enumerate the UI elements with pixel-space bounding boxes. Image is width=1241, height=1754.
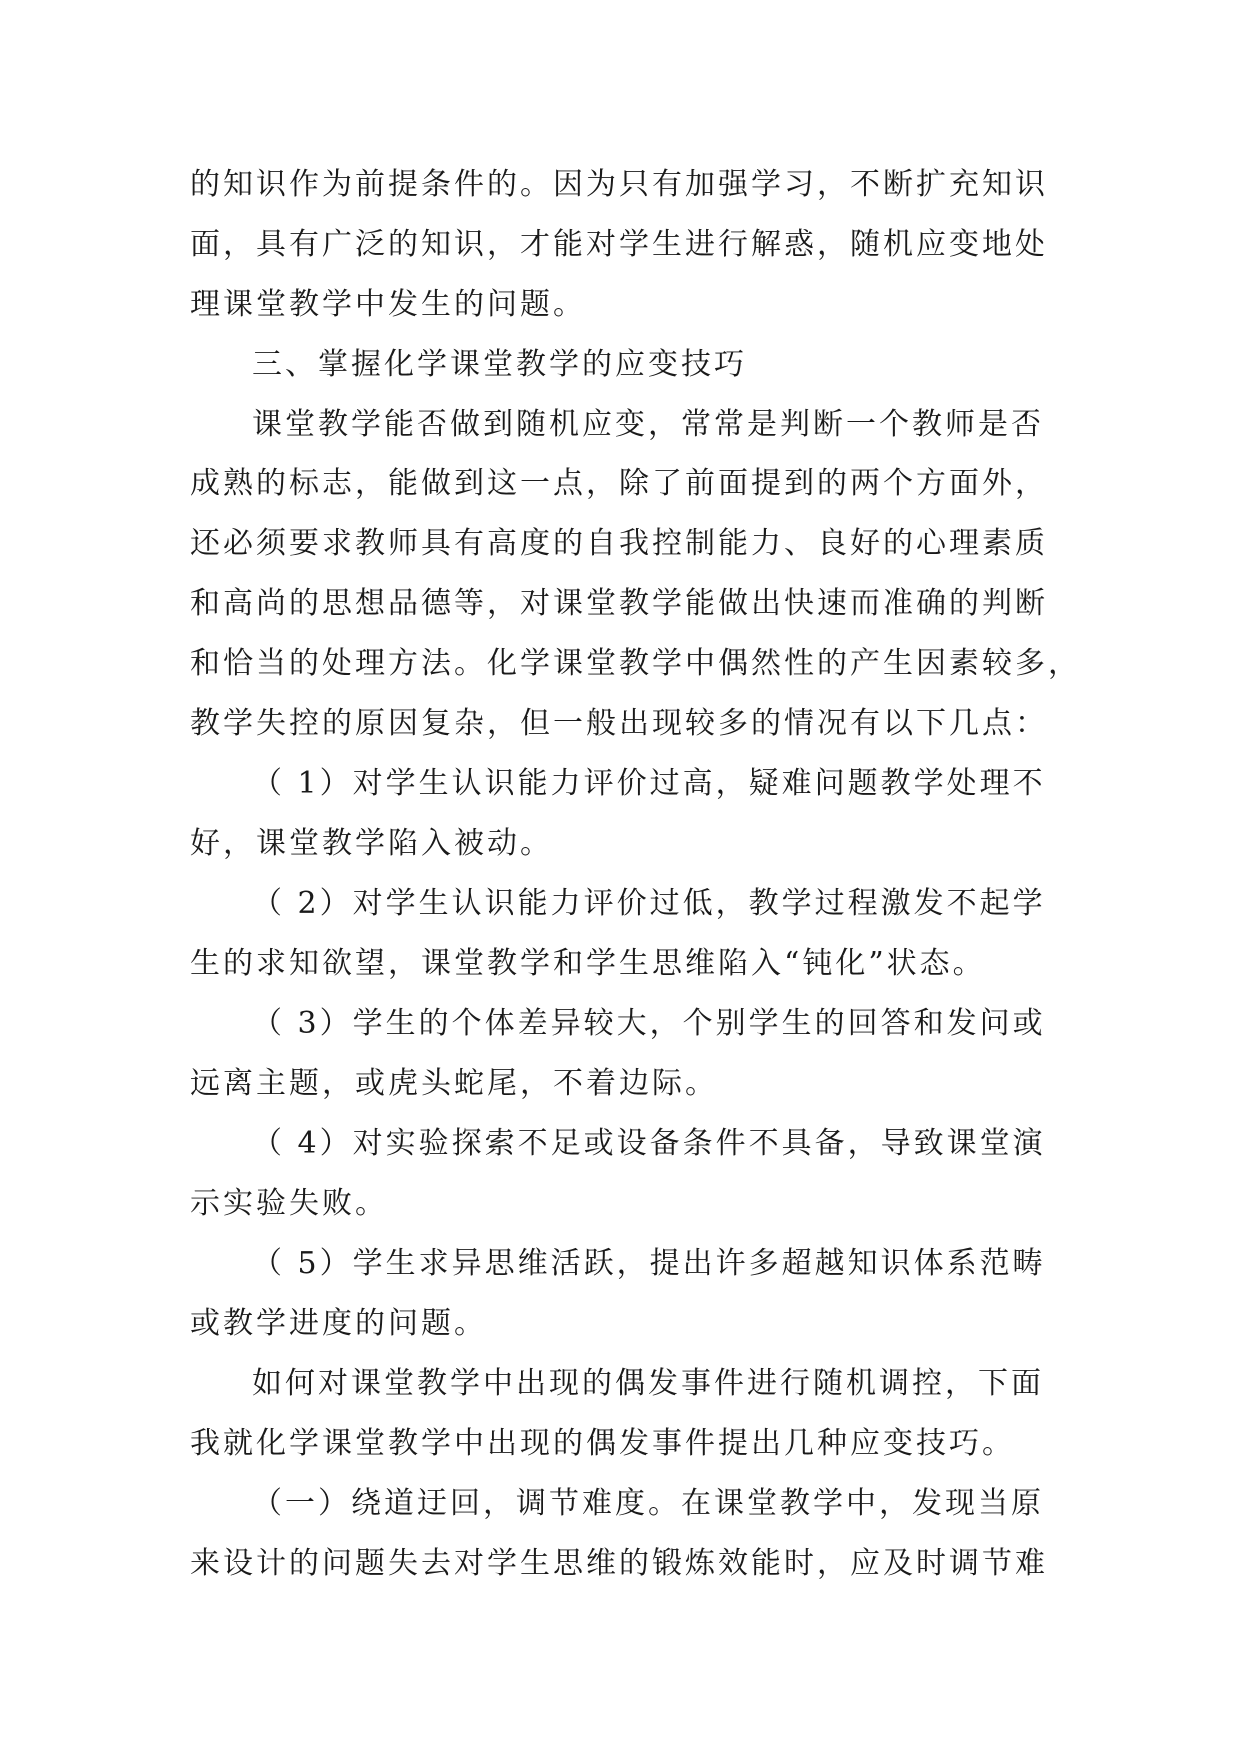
text-line: 来设计的问题失去对学生思维的锻炼效能时，应及时调节难 <box>190 1546 1048 1581</box>
text-line: 理课堂教学中发生的问题。 <box>190 287 586 322</box>
text-line: 教学失控的原因复杂，但一般出现较多的情况有以下几点： <box>190 706 1048 741</box>
list-item: （一）绕道迂回，调节难度。在课堂教学中，发现当原 <box>252 1486 1044 1521</box>
text-line: 远离主题，或虎头蛇尾，不着边际。 <box>190 1066 718 1101</box>
list-item: （ 5）学生求异思维活跃，提出许多超越知识体系范畴 <box>252 1246 1046 1281</box>
text-line: 如何对课堂教学中出现的偶发事件进行随机调控，下面 <box>252 1366 1044 1401</box>
section-heading: 三、掌握化学课堂教学的应变技巧 <box>252 347 747 382</box>
list-item: （ 1）对学生认识能力评价过高，疑难问题教学处理不 <box>252 766 1046 801</box>
text-line: 和高尚的思想品德等，对课堂教学能做出快速而准确的判断 <box>190 586 1048 621</box>
text-line: 示实验失败。 <box>190 1186 388 1221</box>
text-line: 成熟的标志，能做到这一点，除了前面提到的两个方面外， <box>190 466 1048 501</box>
text-line: 和恰当的处理方法。化学课堂教学中偶然性的产生因素较多， <box>190 646 1081 681</box>
list-item: （ 2）对学生认识能力评价过低，教学过程激发不起学 <box>252 886 1046 921</box>
text-line: 课堂教学能否做到随机应变，常常是判断一个教师是否 <box>252 407 1044 442</box>
text-line: 好，课堂教学陷入被动。 <box>190 826 553 861</box>
text-line: 的知识作为前提条件的。因为只有加强学习，不断扩充知识 <box>190 167 1048 202</box>
text-line: 还必须要求教师具有高度的自我控制能力、良好的心理素质 <box>190 526 1048 561</box>
text-line: 我就化学课堂教学中出现的偶发事件提出几种应变技巧。 <box>190 1426 1015 1461</box>
text-line: 或教学进度的问题。 <box>190 1306 487 1341</box>
list-item: （ 3）学生的个体差异较大，个别学生的回答和发问或 <box>252 1006 1046 1041</box>
text-line: 面，具有广泛的知识，才能对学生进行解惑，随机应变地处 <box>190 227 1048 262</box>
text-line: 生的求知欲望，课堂教学和学生思维陷入“钝化”状态。 <box>190 946 986 981</box>
list-item: （ 4）对实验探索不足或设备条件不具备，导致课堂演 <box>252 1126 1046 1161</box>
